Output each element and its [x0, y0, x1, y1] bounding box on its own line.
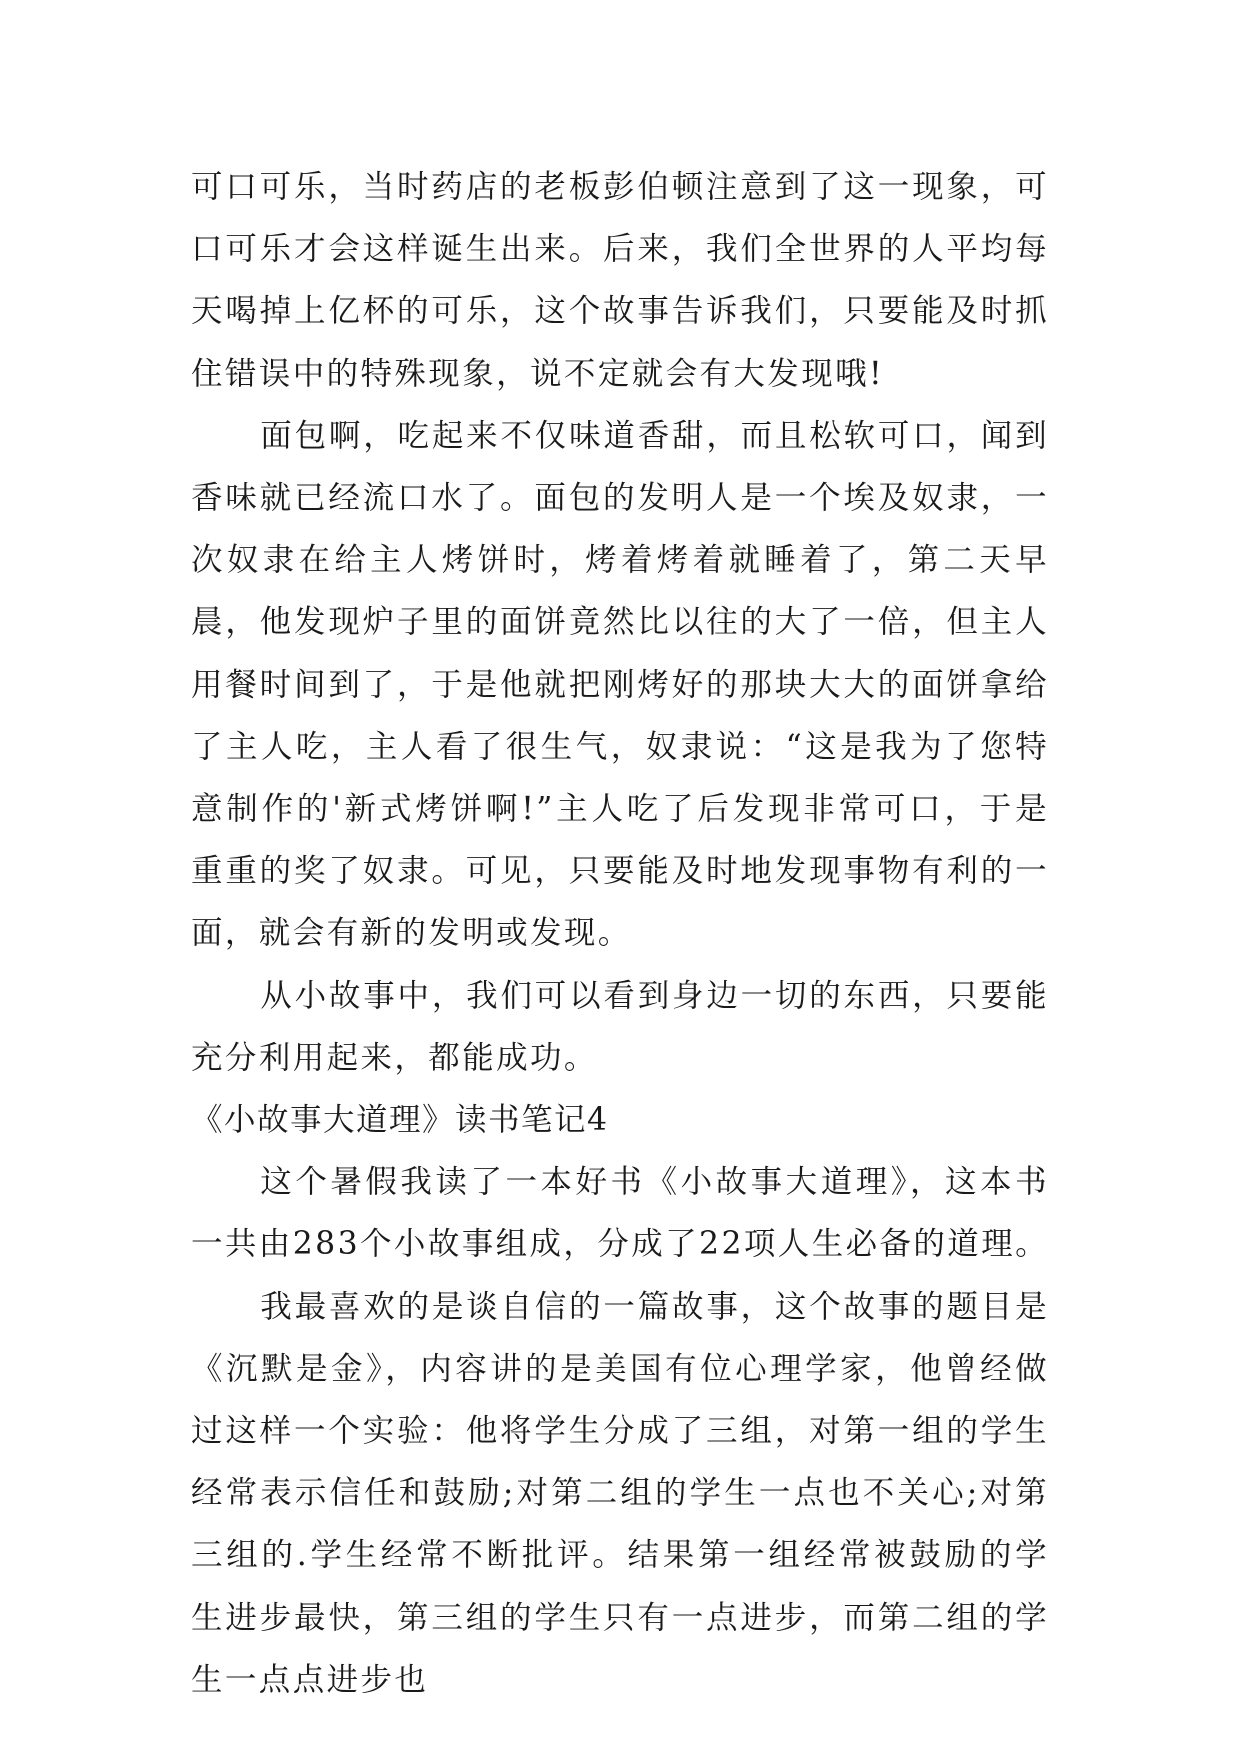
section-heading: 《小故事大道理》读书笔记4 — [191, 1102, 609, 1139]
paragraph-continuation-coca-cola: 可口可乐，当时药店的老板彭伯顿注意到了这一现象，可口可乐才会这样诞生出来。后来，我们全世界的人平均每天喝掉上亿杯的可乐，这个故事告诉我们，只要能及时抓住错误中的特殊现象，说不定就会有大发现哦! — [191, 169, 1049, 392]
document-body — [191, 156, 1049, 1711]
paragraph-bread-invention: 面包啊，吃起来不仅味道香甜，而且松软可口，闻到香味就已经流口水了。面包的发明人是一个埃及奴隶，一次奴隶在给主人烤饼时，烤着烤着就睡着了，第二天早晨，他发现炉子里的面饼竟然比以往的大了一倍，但主人用餐时间到了，于是他就把刚烤好的那块大大的面饼拿给了主人吃，主人看了很生气，奴隶说：“这是我为了您特意制作的'新式烤饼啊!”主人吃了后发现非常可口，于是重重的奖了奴隶。可见，只要能及时地发现事物有利的一面，就会有新的发明或发现。 — [191, 417, 1049, 952]
paragraph-book-intro: 这个暑假我读了一本好书《小故事大道理》，这本书一共由283个小故事组成，分成了22项人生必备的道理。 — [191, 1164, 1050, 1263]
paragraph-conclusion: 从小故事中，我们可以看到身边一切的东西，只要能充分利用起来，都能成功。 — [191, 977, 1049, 1076]
paragraph-silence-is-gold: 我最喜欢的是谈自信的一篇故事，这个故事的题目是《沉默是金》，内容讲的是美国有位心理学家，他曾经做过这样一个实验：他将学生分成了三组，对第一组的学生经常表示信任和鼓励;对第二组的学生一点也不关心;对第三组的.学生经常不断批评。结果第一组经常被鼓励的学生进步最快，第三组的学生只有一点进步，而第二组的学生一点点进步也 — [191, 1288, 1049, 1698]
